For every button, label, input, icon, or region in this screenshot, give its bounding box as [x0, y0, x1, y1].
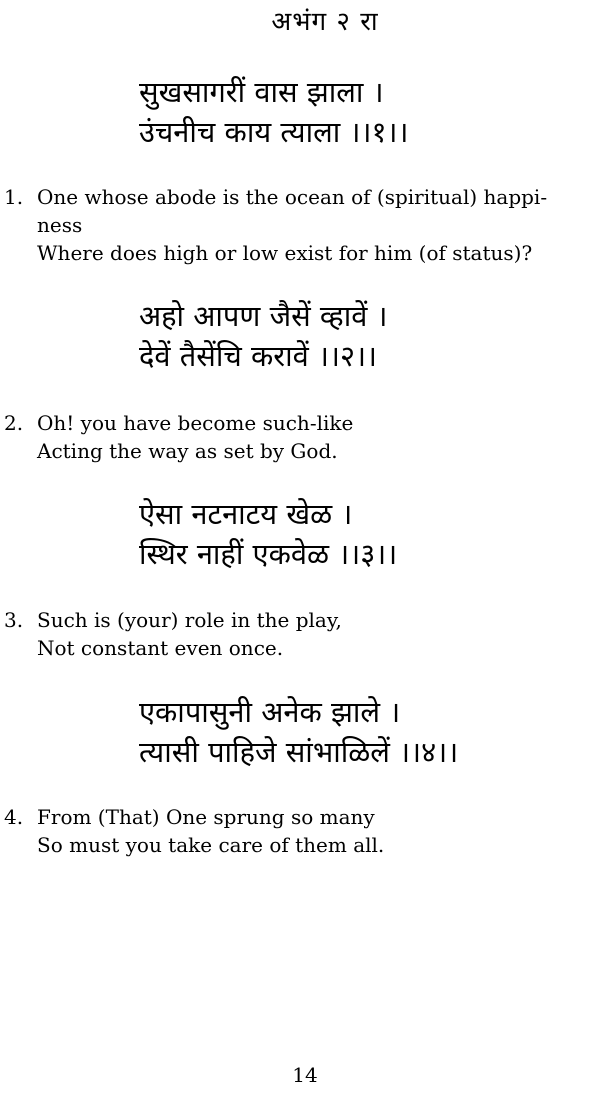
verse-3-number: 3. [4, 608, 24, 632]
verse-2-marathi-line-2: देवें तैसेंचि करावें ।।२।। [139, 339, 378, 373]
verse-2-english-line-2: Acting the way as set by God. [37, 439, 338, 463]
verse-1-translation [0, 184, 600, 268]
verse-1-marathi-line-2: उंचनीच काय त्याला ।।१।। [139, 115, 409, 149]
abhang-title: अभंग २ रा [271, 7, 379, 37]
verse-1-number: 1. [4, 185, 24, 209]
verse-3-english-line-2: Not constant even once. [37, 636, 284, 660]
verse-2-number: 2. [4, 411, 24, 435]
verse-1-marathi-line-1: सुखसागरीं वास झाला । [139, 75, 384, 109]
verse-1-english-line-1: One whose abode is the ocean of (spiritual) happi- [37, 185, 548, 209]
verse-3-marathi-line-2: स्थिर नाहीं एकवेळ ।।३।। [139, 537, 398, 571]
verse-4-english-line-2: So must you take care of them all. [37, 833, 385, 857]
verse-2-translation [0, 410, 600, 466]
verse-3-marathi-line-1: ऐसा नटनाटय खेळ । [139, 497, 353, 531]
verse-4-marathi-line-1: एकापासुनी अनेक झाले । [139, 695, 401, 729]
verse-4-marathi-line-2: त्यासी पाहिजे सांभाळिलें ।।४।। [139, 735, 459, 769]
verse-4-number: 4. [4, 805, 24, 829]
verse-4-english-line-1: From (That) One sprung so many [37, 805, 375, 829]
verse-4-translation [0, 804, 600, 860]
verse-3-english-line-1: Such is (your) role in the play, [37, 608, 342, 632]
verse-1-english-line-2: ness [37, 213, 83, 237]
verse-2-english-line-1: Oh! you have become such-like [37, 411, 354, 435]
page-number: 14 [292, 1063, 318, 1087]
verse-2-marathi-line-1: अहो आपण जैसें व्हावें । [139, 299, 388, 333]
verse-1-english-line-3: Where does high or low exist for him (of status)? [37, 241, 533, 265]
verse-3-translation [0, 607, 600, 663]
